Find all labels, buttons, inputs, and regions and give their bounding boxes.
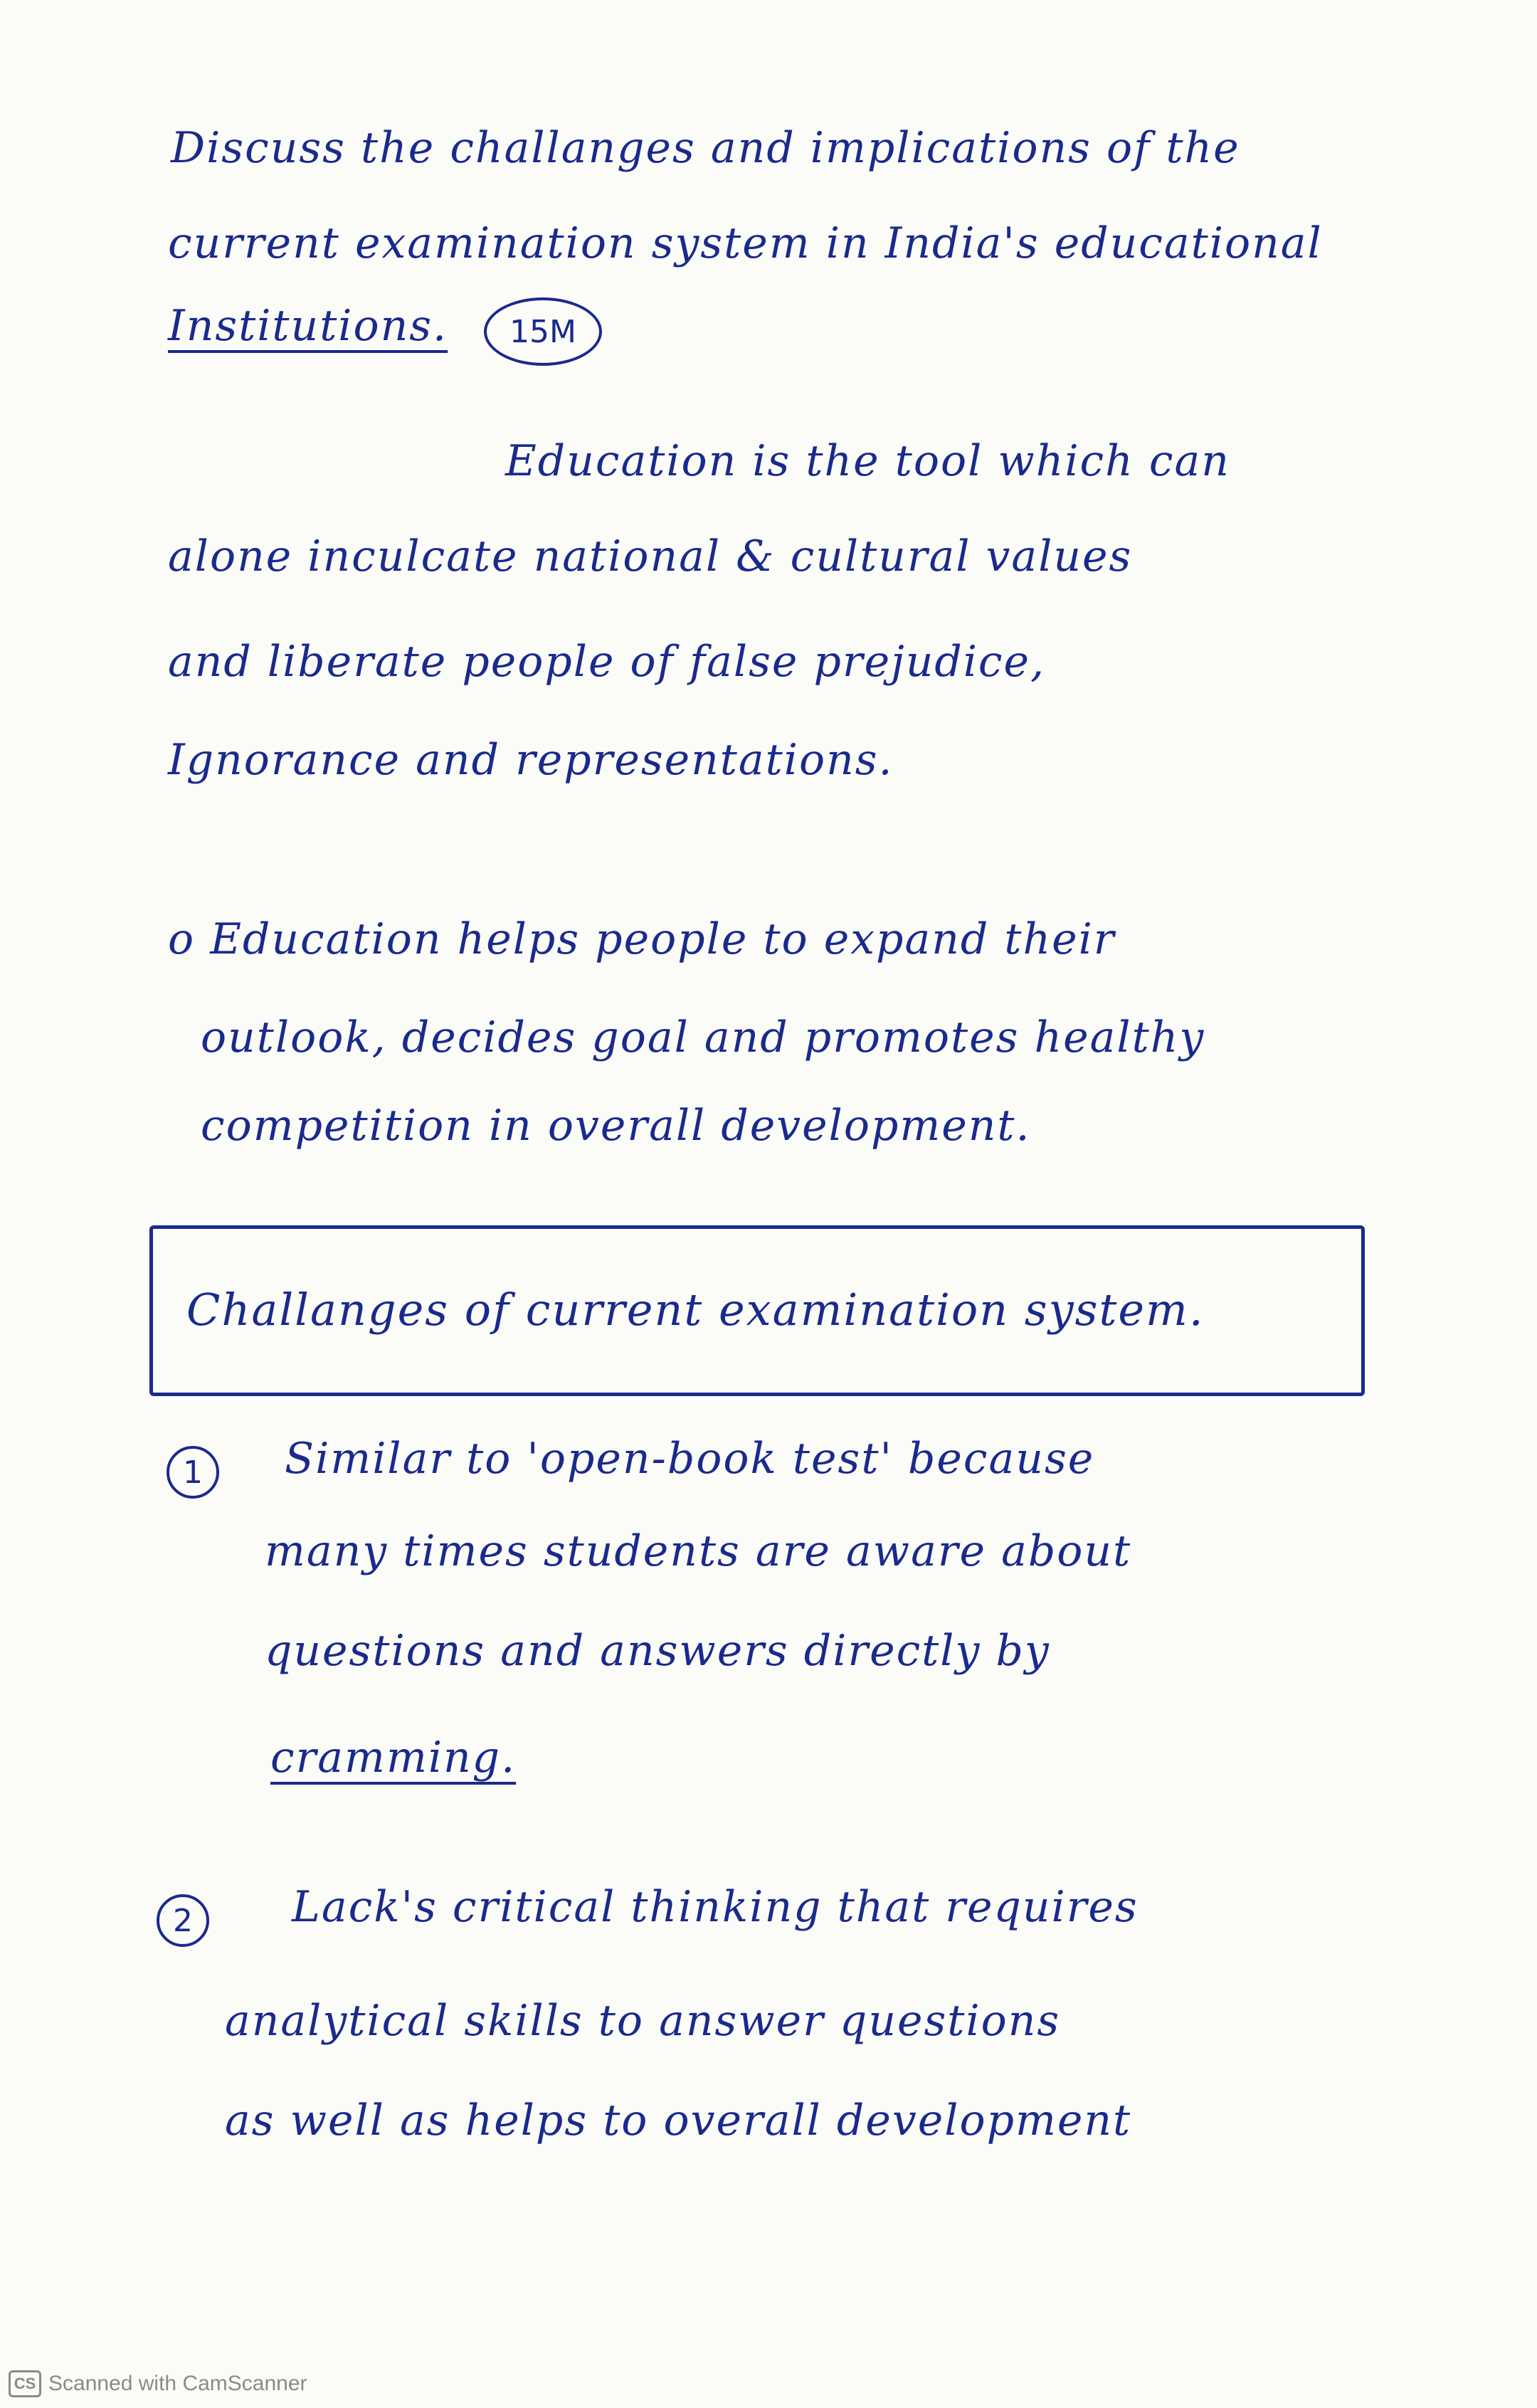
intro-line-2: alone inculcate national & cultural values xyxy=(168,532,1133,581)
point-2-line-1: Lack's critical thinking that requires xyxy=(292,1882,1139,1932)
point-2-number: 2 xyxy=(157,1894,209,1947)
section-heading: Challanges of current examination system. xyxy=(186,1284,1205,1336)
bullet-line-1 xyxy=(168,914,1116,964)
bullet-line-2: outlook, decides goal and promotes healthy xyxy=(201,1013,1205,1062)
marks-badge: 15M xyxy=(484,297,602,366)
bullet-marker: o xyxy=(168,914,196,964)
camscanner-footer xyxy=(9,2368,307,2399)
intro-line-1: Education is the tool which can xyxy=(505,436,1230,486)
intro-line-4: Ignorance and representations. xyxy=(168,735,894,785)
question-line-3: Institutions. xyxy=(168,301,448,351)
point-1-line-1: Similar to 'open-book test' because xyxy=(285,1434,1095,1484)
camscanner-text: Scanned with CamScanner xyxy=(48,2372,307,2395)
question-line-1: Discuss the challanges and implications of the xyxy=(171,123,1240,173)
intro-line-3: and liberate people of false prejudice, xyxy=(168,637,1046,687)
bullet-line-3: competition in overall development. xyxy=(201,1101,1031,1151)
point-1-line-3: questions and answers directly by xyxy=(265,1626,1050,1676)
point-1-line-2: many times students are aware about xyxy=(265,1526,1132,1576)
point-1-number: 1 xyxy=(167,1446,219,1499)
point-2-line-3: as well as helps to overall development xyxy=(225,2096,1132,2145)
point-2-line-2: analytical skills to answer questions xyxy=(225,1996,1061,2046)
camscanner-logo-icon: CS xyxy=(9,2370,41,2397)
point-1-line-4: cramming. xyxy=(270,1733,517,1783)
question-line-2: current examination system in India's educational xyxy=(168,218,1323,268)
bullet-line-1-text: Education helps people to expand their xyxy=(210,914,1116,964)
